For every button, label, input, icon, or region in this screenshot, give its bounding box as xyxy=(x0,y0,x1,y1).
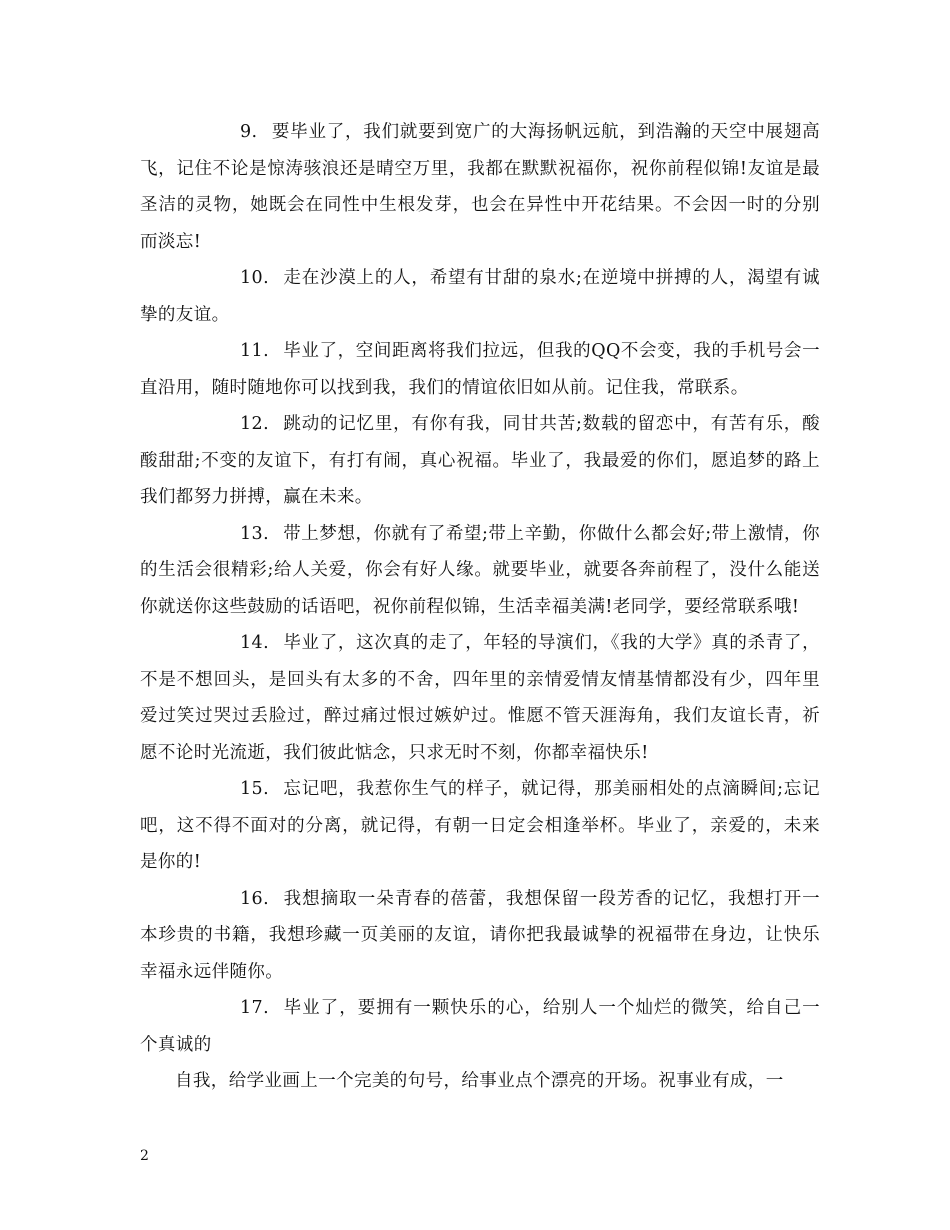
paragraph-17 xyxy=(140,990,820,1063)
paragraph-12 xyxy=(140,406,820,516)
continuation-paragraph: 自我，给学业画上一个完美的句号，给事业点个漂亮的开场。祝事业有成，一 xyxy=(175,1071,784,1091)
paragraph-text: 毕业了，这次真的走了，年轻的导演们，《我的大学》真的杀青了，不是不想回头，是回头有太多的不舍，四年里的亲情爱情友情基情都没有少，四年里爱过笑过哭过丢脸过，醉过痛过恨过嫉妒过。惟愿不管天涯海角，我们友谊长青，祈愿不论时光流逝，我们彼此惦念，只求无时不刻，你都幸福快乐! xyxy=(140,633,820,763)
paragraph-text: 毕业了，要拥有一颗快乐的心，给别人一个灿烂的微笑，给自己一个真诚的 xyxy=(140,998,820,1055)
document-body xyxy=(140,114,820,1100)
item-number: 14. xyxy=(240,633,270,653)
paragraph-10 xyxy=(140,260,820,333)
page-number: 2 xyxy=(140,1148,149,1164)
item-number: 9. xyxy=(240,122,258,142)
paragraph-text: 走在沙漠上的人，希望有甘甜的泉水;在逆境中拼搏的人，渴望有诚挚的友谊。 xyxy=(140,268,820,325)
paragraph-9 xyxy=(140,114,820,260)
item-number: 17. xyxy=(240,998,270,1018)
paragraph-text: 要毕业了，我们就要到宽广的大海扬帆远航，到浩瀚的天空中展翅高飞，记住不论是惊涛骇浪还是晴空万里，我都在默默祝福你，祝你前程似锦!友谊是最圣洁的灵物，她既会在同性中生根发芽，也会在异性中开花结果。不会因一时的分别而淡忘! xyxy=(140,122,820,252)
paragraph-14 xyxy=(140,625,820,771)
paragraph-text: 我想摘取一朵青春的蓓蕾，我想保留一段芳香的记忆，我想打开一本珍贵的书籍，我想珍藏一页美丽的友谊，请你把我最诚挚的祝福带在身边，让快乐幸福永远伴随你。 xyxy=(140,888,820,982)
item-number: 12. xyxy=(240,414,270,434)
paragraph-text: 忘记吧，我惹你生气的样子，就记得，那美丽相处的点滴瞬间;忘记吧，这不得不面对的分离，就记得，有朝一日定会相逢举杯。毕业了，亲爱的，未来是你的! xyxy=(140,779,820,872)
item-number: 15. xyxy=(240,779,270,799)
paragraph-11 xyxy=(140,333,820,406)
paragraph-text: 带上梦想，你就有了希望;带上辛勤，你做什么都会好;带上激情，你的生活会很精彩;给人关爱，你会有好人缘。就要毕业，就要各奔前程了，没什么能送你就送你这些鼓励的话语吧，祝你前程似锦，生活幸福美满!老同学，要经常联系哦! xyxy=(140,523,820,617)
paragraph-text: 跳动的记忆里，有你有我，同甘共苦;数载的留恋中，有苦有乐，酸酸甜甜;不变的友谊下，有打有闹，真心祝福。毕业了，我最爱的你们，愿追梦的路上我们都努力拼搏，赢在未来。 xyxy=(140,414,820,507)
item-number: 10. xyxy=(240,268,270,288)
paragraph-16 xyxy=(140,881,820,991)
paragraph-13 xyxy=(140,516,820,626)
item-number: 16. xyxy=(240,888,270,909)
paragraph-text: 毕业了，空间距离将我们拉远，但我的QQ不会变，我的手机号会一直沿用，随时随地你可以找到我，我们的情谊依旧如从前。记住我，常联系。 xyxy=(140,341,820,398)
item-number: 13. xyxy=(240,523,270,544)
paragraph-15 xyxy=(140,771,820,881)
item-number: 11. xyxy=(240,341,270,361)
